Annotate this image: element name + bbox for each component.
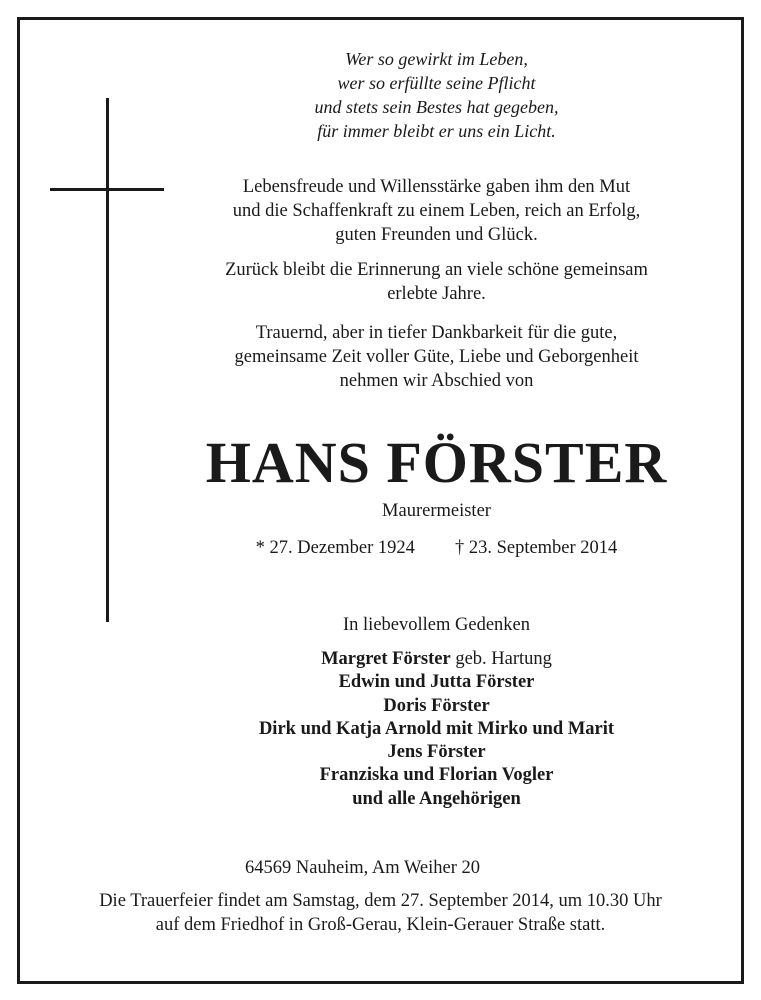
paragraph-line: erlebte Jahre.	[387, 284, 486, 304]
life-dates	[56, 536, 761, 560]
mourner-name: Dirk und Katja Arnold mit Mirko und Marit	[258, 718, 615, 739]
mourner-name: Doris Förster	[383, 695, 490, 716]
mourner-name-bold: Margret Förster	[321, 649, 451, 669]
paragraph-line: Trauernd, aber in tiefer Dankbarkeit für die gute,	[255, 323, 618, 343]
tribute-paragraph-3	[56, 321, 761, 393]
tribute-paragraph-2	[56, 258, 761, 306]
paragraph-line: und die Schaffenkraft zu einem Leben, reich an Erfolg,	[232, 201, 641, 221]
memorial-poem	[56, 47, 761, 143]
paragraph-line: Zurück bleibt die Erinnerung an viele schöne gemeinsam	[225, 260, 648, 280]
deceased-profession: Maurermeister	[382, 501, 491, 521]
paragraph-line: guten Freunden und Glück.	[335, 225, 538, 245]
death-date: † 23. September 2014	[454, 538, 618, 558]
poem-line: und stets sein Bestes hat gegeben,	[314, 97, 559, 117]
poem-line: Wer so gewirkt im Leben,	[345, 49, 528, 69]
mourners-intro: In liebevollem Gedenken	[343, 615, 530, 635]
funeral-ceremony-info	[0, 889, 761, 937]
mourner-name: Edwin und Jutta Förster	[338, 672, 535, 693]
paragraph-line: Lebensfreude und Willensstärke gaben ihm den Mut	[242, 177, 631, 197]
mourner-name	[56, 648, 761, 671]
tribute-paragraph-1	[56, 175, 761, 247]
deceased-name: HANS FÖRSTER	[205, 430, 668, 495]
mourner-name: und alle Angehörigen	[352, 788, 521, 809]
birth-date: * 27. Dezember 1924	[255, 538, 415, 558]
paragraph-line: nehmen wir Abschied von	[339, 371, 534, 391]
mourner-name: Jens Förster	[387, 742, 486, 763]
ceremony-line: auf dem Friedhof in Groß-Gerau, Klein-Gerauer Straße statt.	[155, 915, 606, 935]
paragraph-line: gemeinsame Zeit voller Güte, Liebe und Geborgenheit	[234, 347, 639, 367]
poem-line: für immer bleibt er uns ein Licht.	[317, 121, 556, 141]
mourner-maiden-name: geb. Hartung	[450, 649, 552, 669]
mourners-list	[56, 648, 761, 811]
mourner-name: Franziska und Florian Vogler	[319, 765, 554, 786]
poem-line: wer so erfüllte seine Pflicht	[337, 73, 536, 93]
family-address: 64569 Nauheim, Am Weiher 20	[245, 858, 481, 878]
ceremony-line: Die Trauerfeier findet am Samstag, dem 27. September 2014, um 10.30 Uhr	[99, 891, 662, 911]
